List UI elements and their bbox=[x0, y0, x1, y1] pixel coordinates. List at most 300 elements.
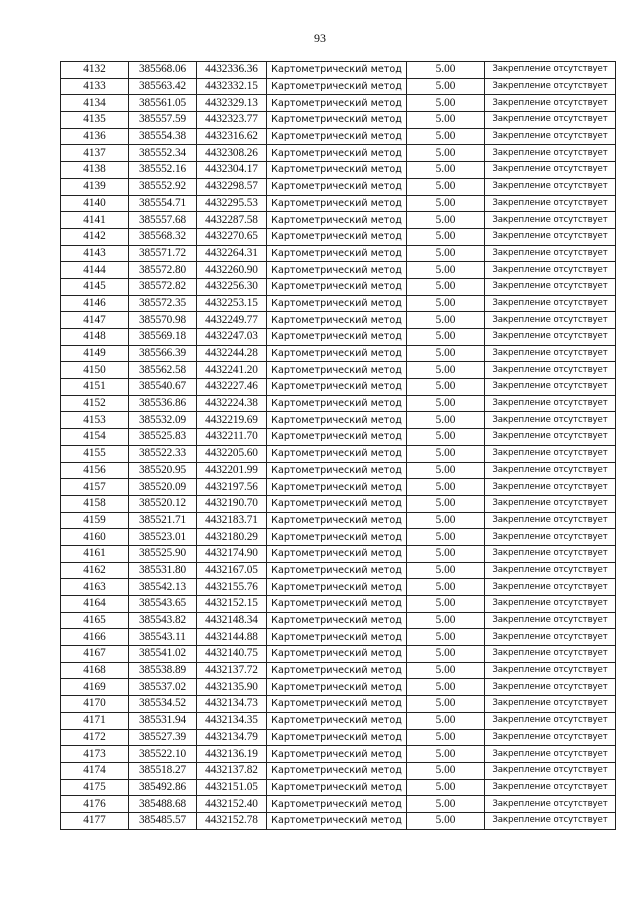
x-coordinate-cell: 385488.68 bbox=[129, 796, 197, 813]
point-number-cell: 4141 bbox=[61, 212, 129, 229]
table-row bbox=[61, 278, 616, 295]
fixation-cell: Закрепление отсутствует bbox=[485, 596, 616, 613]
point-number-cell: 4135 bbox=[61, 112, 129, 129]
accuracy-cell: 5.00 bbox=[407, 696, 485, 713]
point-number-cell: 4142 bbox=[61, 228, 129, 245]
y-coordinate-cell: 4432247.03 bbox=[197, 329, 267, 346]
x-coordinate-cell: 385572.80 bbox=[129, 262, 197, 279]
accuracy-cell: 5.00 bbox=[407, 796, 485, 813]
point-number-cell: 4160 bbox=[61, 529, 129, 546]
table-row bbox=[61, 545, 616, 562]
accuracy-cell: 5.00 bbox=[407, 178, 485, 195]
accuracy-cell: 5.00 bbox=[407, 429, 485, 446]
x-coordinate-cell: 385521.71 bbox=[129, 512, 197, 529]
method-cell: Картометрический метод bbox=[267, 562, 407, 579]
point-number-cell: 4162 bbox=[61, 562, 129, 579]
y-coordinate-cell: 4432190.70 bbox=[197, 495, 267, 512]
point-number-cell: 4154 bbox=[61, 429, 129, 446]
point-number-cell: 4156 bbox=[61, 462, 129, 479]
point-number-cell: 4170 bbox=[61, 696, 129, 713]
method-cell: Картометрический метод bbox=[267, 812, 407, 829]
method-cell: Картометрический метод bbox=[267, 195, 407, 212]
page-number: 93 bbox=[314, 31, 326, 45]
point-number-cell: 4153 bbox=[61, 412, 129, 429]
table-row bbox=[61, 112, 616, 129]
x-coordinate-cell: 385542.13 bbox=[129, 579, 197, 596]
method-cell: Картометрический метод bbox=[267, 212, 407, 229]
x-coordinate-cell: 385571.72 bbox=[129, 245, 197, 262]
x-coordinate-cell: 385527.39 bbox=[129, 729, 197, 746]
fixation-cell: Закрепление отсутствует bbox=[485, 178, 616, 195]
y-coordinate-cell: 4432270.65 bbox=[197, 228, 267, 245]
method-cell: Картометрический метод bbox=[267, 696, 407, 713]
fixation-cell: Закрепление отсутствует bbox=[485, 95, 616, 112]
y-coordinate-cell: 4432148.34 bbox=[197, 612, 267, 629]
method-cell: Картометрический метод bbox=[267, 579, 407, 596]
method-cell: Картометрический метод bbox=[267, 545, 407, 562]
table-row bbox=[61, 395, 616, 412]
method-cell: Картометрический метод bbox=[267, 529, 407, 546]
fixation-cell: Закрепление отсутствует bbox=[485, 495, 616, 512]
table-row bbox=[61, 812, 616, 829]
y-coordinate-cell: 4432244.28 bbox=[197, 345, 267, 362]
accuracy-cell: 5.00 bbox=[407, 729, 485, 746]
fixation-cell: Закрепление отсутствует bbox=[485, 712, 616, 729]
table-row bbox=[61, 529, 616, 546]
y-coordinate-cell: 4432180.29 bbox=[197, 529, 267, 546]
y-coordinate-cell: 4432137.72 bbox=[197, 662, 267, 679]
point-number-cell: 4146 bbox=[61, 295, 129, 312]
y-coordinate-cell: 4432219.69 bbox=[197, 412, 267, 429]
method-cell: Картометрический метод bbox=[267, 128, 407, 145]
y-coordinate-cell: 4432152.15 bbox=[197, 596, 267, 613]
method-cell: Картометрический метод bbox=[267, 662, 407, 679]
accuracy-cell: 5.00 bbox=[407, 78, 485, 95]
accuracy-cell: 5.00 bbox=[407, 596, 485, 613]
accuracy-cell: 5.00 bbox=[407, 712, 485, 729]
point-number-cell: 4151 bbox=[61, 379, 129, 396]
method-cell: Картометрический метод bbox=[267, 646, 407, 663]
y-coordinate-cell: 4432151.05 bbox=[197, 779, 267, 796]
table-row bbox=[61, 779, 616, 796]
fixation-cell: Закрепление отсутствует bbox=[485, 729, 616, 746]
fixation-cell: Закрепление отсутствует bbox=[485, 195, 616, 212]
method-cell: Картометрический метод bbox=[267, 679, 407, 696]
y-coordinate-cell: 4432264.31 bbox=[197, 245, 267, 262]
y-coordinate-cell: 4432336.36 bbox=[197, 62, 267, 79]
point-number-cell: 4136 bbox=[61, 128, 129, 145]
x-coordinate-cell: 385552.16 bbox=[129, 162, 197, 179]
accuracy-cell: 5.00 bbox=[407, 629, 485, 646]
accuracy-cell: 5.00 bbox=[407, 112, 485, 129]
point-number-cell: 4165 bbox=[61, 612, 129, 629]
x-coordinate-cell: 385492.86 bbox=[129, 779, 197, 796]
point-number-cell: 4175 bbox=[61, 779, 129, 796]
method-cell: Картометрический метод bbox=[267, 629, 407, 646]
point-number-cell: 4149 bbox=[61, 345, 129, 362]
x-coordinate-cell: 385540.67 bbox=[129, 379, 197, 396]
method-cell: Картометрический метод bbox=[267, 429, 407, 446]
x-coordinate-cell: 385552.92 bbox=[129, 178, 197, 195]
method-cell: Картометрический метод bbox=[267, 612, 407, 629]
table-row bbox=[61, 329, 616, 346]
y-coordinate-cell: 4432304.17 bbox=[197, 162, 267, 179]
x-coordinate-cell: 385572.82 bbox=[129, 278, 197, 295]
fixation-cell: Закрепление отсутствует bbox=[485, 746, 616, 763]
accuracy-cell: 5.00 bbox=[407, 779, 485, 796]
table-row bbox=[61, 746, 616, 763]
table-row bbox=[61, 412, 616, 429]
fixation-cell: Закрепление отсутствует bbox=[485, 295, 616, 312]
fixation-cell: Закрепление отсутствует bbox=[485, 329, 616, 346]
y-coordinate-cell: 4432155.76 bbox=[197, 579, 267, 596]
method-cell: Картометрический метод bbox=[267, 145, 407, 162]
table-row bbox=[61, 579, 616, 596]
fixation-cell: Закрепление отсутствует bbox=[485, 162, 616, 179]
table-row bbox=[61, 762, 616, 779]
method-cell: Картометрический метод bbox=[267, 379, 407, 396]
point-number-cell: 4173 bbox=[61, 746, 129, 763]
x-coordinate-cell: 385485.57 bbox=[129, 812, 197, 829]
table-row bbox=[61, 162, 616, 179]
table-row bbox=[61, 178, 616, 195]
method-cell: Картометрический метод bbox=[267, 395, 407, 412]
accuracy-cell: 5.00 bbox=[407, 212, 485, 229]
fixation-cell: Закрепление отсутствует bbox=[485, 812, 616, 829]
fixation-cell: Закрепление отсутствует bbox=[485, 646, 616, 663]
point-number-cell: 4143 bbox=[61, 245, 129, 262]
accuracy-cell: 5.00 bbox=[407, 412, 485, 429]
method-cell: Картометрический метод bbox=[267, 278, 407, 295]
method-cell: Картометрический метод bbox=[267, 796, 407, 813]
method-cell: Картометрический метод bbox=[267, 412, 407, 429]
point-number-cell: 4161 bbox=[61, 545, 129, 562]
accuracy-cell: 5.00 bbox=[407, 612, 485, 629]
point-number-cell: 4159 bbox=[61, 512, 129, 529]
method-cell: Картометрический метод bbox=[267, 162, 407, 179]
table-row bbox=[61, 62, 616, 79]
point-number-cell: 4172 bbox=[61, 729, 129, 746]
method-cell: Картометрический метод bbox=[267, 345, 407, 362]
accuracy-cell: 5.00 bbox=[407, 162, 485, 179]
table-row bbox=[61, 312, 616, 329]
x-coordinate-cell: 385572.35 bbox=[129, 295, 197, 312]
accuracy-cell: 5.00 bbox=[407, 362, 485, 379]
y-coordinate-cell: 4432287.58 bbox=[197, 212, 267, 229]
accuracy-cell: 5.00 bbox=[407, 245, 485, 262]
method-cell: Картометрический метод bbox=[267, 312, 407, 329]
fixation-cell: Закрепление отсутствует bbox=[485, 262, 616, 279]
y-coordinate-cell: 4432316.62 bbox=[197, 128, 267, 145]
point-number-cell: 4169 bbox=[61, 679, 129, 696]
x-coordinate-cell: 385522.10 bbox=[129, 746, 197, 763]
method-cell: Картометрический метод bbox=[267, 329, 407, 346]
table-row bbox=[61, 295, 616, 312]
table-row bbox=[61, 662, 616, 679]
x-coordinate-cell: 385520.12 bbox=[129, 495, 197, 512]
fixation-cell: Закрепление отсутствует bbox=[485, 545, 616, 562]
fixation-cell: Закрепление отсутствует bbox=[485, 696, 616, 713]
accuracy-cell: 5.00 bbox=[407, 662, 485, 679]
method-cell: Картометрический метод bbox=[267, 746, 407, 763]
accuracy-cell: 5.00 bbox=[407, 295, 485, 312]
y-coordinate-cell: 4432152.40 bbox=[197, 796, 267, 813]
table-row bbox=[61, 145, 616, 162]
x-coordinate-cell: 385538.89 bbox=[129, 662, 197, 679]
accuracy-cell: 5.00 bbox=[407, 145, 485, 162]
y-coordinate-cell: 4432134.35 bbox=[197, 712, 267, 729]
x-coordinate-cell: 385537.02 bbox=[129, 679, 197, 696]
y-coordinate-cell: 4432137.82 bbox=[197, 762, 267, 779]
x-coordinate-cell: 385518.27 bbox=[129, 762, 197, 779]
accuracy-cell: 5.00 bbox=[407, 762, 485, 779]
point-number-cell: 4176 bbox=[61, 796, 129, 813]
x-coordinate-cell: 385561.05 bbox=[129, 95, 197, 112]
fixation-cell: Закрепление отсутствует bbox=[485, 245, 616, 262]
point-number-cell: 4152 bbox=[61, 395, 129, 412]
x-coordinate-cell: 385568.32 bbox=[129, 228, 197, 245]
fixation-cell: Закрепление отсутствует bbox=[485, 412, 616, 429]
y-coordinate-cell: 4432224.38 bbox=[197, 395, 267, 412]
table-row bbox=[61, 429, 616, 446]
x-coordinate-cell: 385569.18 bbox=[129, 329, 197, 346]
y-coordinate-cell: 4432329.13 bbox=[197, 95, 267, 112]
fixation-cell: Закрепление отсутствует bbox=[485, 78, 616, 95]
point-number-cell: 4138 bbox=[61, 162, 129, 179]
method-cell: Картометрический метод bbox=[267, 462, 407, 479]
x-coordinate-cell: 385562.58 bbox=[129, 362, 197, 379]
accuracy-cell: 5.00 bbox=[407, 812, 485, 829]
fixation-cell: Закрепление отсутствует bbox=[485, 529, 616, 546]
y-coordinate-cell: 4432298.57 bbox=[197, 178, 267, 195]
accuracy-cell: 5.00 bbox=[407, 445, 485, 462]
y-coordinate-cell: 4432205.60 bbox=[197, 445, 267, 462]
method-cell: Картометрический метод bbox=[267, 779, 407, 796]
point-number-cell: 4144 bbox=[61, 262, 129, 279]
point-number-cell: 4167 bbox=[61, 646, 129, 663]
table-row bbox=[61, 212, 616, 229]
x-coordinate-cell: 385523.01 bbox=[129, 529, 197, 546]
table-row bbox=[61, 612, 616, 629]
table-row bbox=[61, 712, 616, 729]
method-cell: Картометрический метод bbox=[267, 729, 407, 746]
x-coordinate-cell: 385520.95 bbox=[129, 462, 197, 479]
method-cell: Картометрический метод bbox=[267, 479, 407, 496]
point-number-cell: 4140 bbox=[61, 195, 129, 212]
x-coordinate-cell: 385563.42 bbox=[129, 78, 197, 95]
fixation-cell: Закрепление отсутствует bbox=[485, 62, 616, 79]
fixation-cell: Закрепление отсутствует bbox=[485, 312, 616, 329]
method-cell: Картометрический метод bbox=[267, 596, 407, 613]
y-coordinate-cell: 4432241.20 bbox=[197, 362, 267, 379]
y-coordinate-cell: 4432197.56 bbox=[197, 479, 267, 496]
point-number-cell: 4158 bbox=[61, 495, 129, 512]
y-coordinate-cell: 4432144.88 bbox=[197, 629, 267, 646]
y-coordinate-cell: 4432260.90 bbox=[197, 262, 267, 279]
x-coordinate-cell: 385566.39 bbox=[129, 345, 197, 362]
fixation-cell: Закрепление отсутствует bbox=[485, 512, 616, 529]
x-coordinate-cell: 385520.09 bbox=[129, 479, 197, 496]
x-coordinate-cell: 385557.68 bbox=[129, 212, 197, 229]
method-cell: Картометрический метод bbox=[267, 178, 407, 195]
method-cell: Картометрический метод bbox=[267, 112, 407, 129]
fixation-cell: Закрепление отсутствует bbox=[485, 462, 616, 479]
y-coordinate-cell: 4432211.70 bbox=[197, 429, 267, 446]
point-number-cell: 4164 bbox=[61, 596, 129, 613]
fixation-cell: Закрепление отсутствует bbox=[485, 479, 616, 496]
y-coordinate-cell: 4432295.53 bbox=[197, 195, 267, 212]
fixation-cell: Закрепление отсутствует bbox=[485, 429, 616, 446]
method-cell: Картометрический метод bbox=[267, 762, 407, 779]
method-cell: Картометрический метод bbox=[267, 95, 407, 112]
method-cell: Картометрический метод bbox=[267, 495, 407, 512]
x-coordinate-cell: 385552.34 bbox=[129, 145, 197, 162]
y-coordinate-cell: 4432332.15 bbox=[197, 78, 267, 95]
x-coordinate-cell: 385525.90 bbox=[129, 545, 197, 562]
fixation-cell: Закрепление отсутствует bbox=[485, 779, 616, 796]
accuracy-cell: 5.00 bbox=[407, 95, 485, 112]
table-row bbox=[61, 512, 616, 529]
method-cell: Картометрический метод bbox=[267, 228, 407, 245]
method-cell: Картометрический метод bbox=[267, 245, 407, 262]
y-coordinate-cell: 4432183.71 bbox=[197, 512, 267, 529]
fixation-cell: Закрепление отсутствует bbox=[485, 562, 616, 579]
fixation-cell: Закрепление отсутствует bbox=[485, 679, 616, 696]
y-coordinate-cell: 4432135.90 bbox=[197, 679, 267, 696]
method-cell: Картометрический метод bbox=[267, 262, 407, 279]
x-coordinate-cell: 385554.71 bbox=[129, 195, 197, 212]
x-coordinate-cell: 385554.38 bbox=[129, 128, 197, 145]
point-number-cell: 4171 bbox=[61, 712, 129, 729]
fixation-cell: Закрепление отсутствует bbox=[485, 629, 616, 646]
table-row bbox=[61, 245, 616, 262]
x-coordinate-cell: 385536.86 bbox=[129, 395, 197, 412]
fixation-cell: Закрепление отсутствует bbox=[485, 662, 616, 679]
x-coordinate-cell: 385522.33 bbox=[129, 445, 197, 462]
table-row bbox=[61, 646, 616, 663]
table-row bbox=[61, 696, 616, 713]
accuracy-cell: 5.00 bbox=[407, 746, 485, 763]
fixation-cell: Закрепление отсутствует bbox=[485, 228, 616, 245]
table-row bbox=[61, 195, 616, 212]
accuracy-cell: 5.00 bbox=[407, 128, 485, 145]
accuracy-cell: 5.00 bbox=[407, 379, 485, 396]
fixation-cell: Закрепление отсутствует bbox=[485, 579, 616, 596]
x-coordinate-cell: 385543.82 bbox=[129, 612, 197, 629]
table-row bbox=[61, 379, 616, 396]
point-number-cell: 4139 bbox=[61, 178, 129, 195]
y-coordinate-cell: 4432308.26 bbox=[197, 145, 267, 162]
fixation-cell: Закрепление отсутствует bbox=[485, 362, 616, 379]
point-number-cell: 4134 bbox=[61, 95, 129, 112]
table-row bbox=[61, 95, 616, 112]
fixation-cell: Закрепление отсутствует bbox=[485, 445, 616, 462]
table-row bbox=[61, 78, 616, 95]
accuracy-cell: 5.00 bbox=[407, 329, 485, 346]
point-number-cell: 4150 bbox=[61, 362, 129, 379]
fixation-cell: Закрепление отсутствует bbox=[485, 345, 616, 362]
accuracy-cell: 5.00 bbox=[407, 646, 485, 663]
accuracy-cell: 5.00 bbox=[407, 278, 485, 295]
table-row bbox=[61, 562, 616, 579]
table-row bbox=[61, 796, 616, 813]
table-row bbox=[61, 128, 616, 145]
accuracy-cell: 5.00 bbox=[407, 545, 485, 562]
accuracy-cell: 5.00 bbox=[407, 512, 485, 529]
table-row bbox=[61, 462, 616, 479]
method-cell: Картометрический метод bbox=[267, 362, 407, 379]
y-coordinate-cell: 4432253.15 bbox=[197, 295, 267, 312]
x-coordinate-cell: 385534.52 bbox=[129, 696, 197, 713]
table-row bbox=[61, 345, 616, 362]
fixation-cell: Закрепление отсутствует bbox=[485, 612, 616, 629]
x-coordinate-cell: 385525.83 bbox=[129, 429, 197, 446]
point-number-cell: 4163 bbox=[61, 579, 129, 596]
x-coordinate-cell: 385570.98 bbox=[129, 312, 197, 329]
accuracy-cell: 5.00 bbox=[407, 579, 485, 596]
table-row bbox=[61, 495, 616, 512]
accuracy-cell: 5.00 bbox=[407, 195, 485, 212]
fixation-cell: Закрепление отсутствует bbox=[485, 395, 616, 412]
point-number-cell: 4174 bbox=[61, 762, 129, 779]
coordinates-table-body bbox=[61, 62, 616, 830]
y-coordinate-cell: 4432227.46 bbox=[197, 379, 267, 396]
method-cell: Картометрический метод bbox=[267, 445, 407, 462]
method-cell: Картометрический метод bbox=[267, 295, 407, 312]
method-cell: Картометрический метод bbox=[267, 512, 407, 529]
point-number-cell: 4137 bbox=[61, 145, 129, 162]
table-row bbox=[61, 479, 616, 496]
y-coordinate-cell: 4432167.05 bbox=[197, 562, 267, 579]
table-row bbox=[61, 362, 616, 379]
table-row bbox=[61, 228, 616, 245]
fixation-cell: Закрепление отсутствует bbox=[485, 112, 616, 129]
x-coordinate-cell: 385543.65 bbox=[129, 596, 197, 613]
table-row bbox=[61, 679, 616, 696]
y-coordinate-cell: 4432140.75 bbox=[197, 646, 267, 663]
y-coordinate-cell: 4432136.19 bbox=[197, 746, 267, 763]
point-number-cell: 4148 bbox=[61, 329, 129, 346]
y-coordinate-cell: 4432249.77 bbox=[197, 312, 267, 329]
point-number-cell: 4177 bbox=[61, 812, 129, 829]
point-number-cell: 4168 bbox=[61, 662, 129, 679]
table-row bbox=[61, 445, 616, 462]
x-coordinate-cell: 385532.09 bbox=[129, 412, 197, 429]
fixation-cell: Закрепление отсутствует bbox=[485, 796, 616, 813]
y-coordinate-cell: 4432256.30 bbox=[197, 278, 267, 295]
y-coordinate-cell: 4432323.77 bbox=[197, 112, 267, 129]
accuracy-cell: 5.00 bbox=[407, 262, 485, 279]
accuracy-cell: 5.00 bbox=[407, 462, 485, 479]
accuracy-cell: 5.00 bbox=[407, 345, 485, 362]
accuracy-cell: 5.00 bbox=[407, 312, 485, 329]
accuracy-cell: 5.00 bbox=[407, 529, 485, 546]
y-coordinate-cell: 4432201.99 bbox=[197, 462, 267, 479]
table-row bbox=[61, 596, 616, 613]
x-coordinate-cell: 385543.11 bbox=[129, 629, 197, 646]
table-row bbox=[61, 629, 616, 646]
accuracy-cell: 5.00 bbox=[407, 479, 485, 496]
fixation-cell: Закрепление отсутствует bbox=[485, 145, 616, 162]
y-coordinate-cell: 4432134.79 bbox=[197, 729, 267, 746]
y-coordinate-cell: 4432152.78 bbox=[197, 812, 267, 829]
y-coordinate-cell: 4432134.73 bbox=[197, 696, 267, 713]
x-coordinate-cell: 385568.06 bbox=[129, 62, 197, 79]
fixation-cell: Закрепление отсутствует bbox=[485, 278, 616, 295]
fixation-cell: Закрепление отсутствует bbox=[485, 762, 616, 779]
table-row bbox=[61, 262, 616, 279]
fixation-cell: Закрепление отсутствует bbox=[485, 128, 616, 145]
